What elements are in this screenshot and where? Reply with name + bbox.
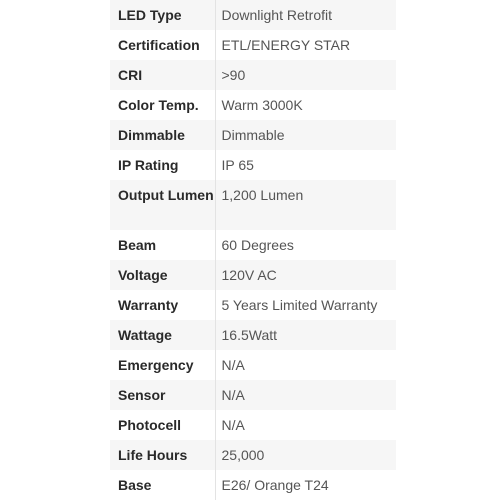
spec-label: Warranty (110, 290, 215, 320)
spec-value: 5 Years Limited Warranty (215, 290, 396, 320)
spec-value: Downlight Retrofit (215, 0, 396, 30)
spec-label: Certification (110, 30, 215, 60)
spec-label: Color Temp. (110, 90, 215, 120)
spec-label: IP Rating (110, 150, 215, 180)
table-row (110, 120, 396, 150)
table-row (110, 290, 396, 320)
spec-value: 25,000 (215, 440, 396, 470)
spec-value: N/A (215, 350, 396, 380)
table-row (110, 410, 396, 440)
spec-label: LED Type (110, 0, 215, 30)
spec-label: Dimmable (110, 120, 215, 150)
spec-label: Emergency (110, 350, 215, 380)
spec-label: Voltage (110, 260, 215, 290)
spec-value: Warm 3000K (215, 90, 396, 120)
table-row (110, 470, 396, 500)
spec-table (110, 0, 396, 500)
spec-value: >90 (215, 60, 396, 90)
spec-value: 16.5Watt (215, 320, 396, 350)
table-row (110, 440, 396, 470)
table-row (110, 150, 396, 180)
spec-value: 120V AC (215, 260, 396, 290)
spec-label: Beam (110, 230, 215, 260)
table-row (110, 30, 396, 60)
spec-value: E26/ Orange T24 (215, 470, 396, 500)
spec-label: Wattage (110, 320, 215, 350)
spec-value: ETL/ENERGY STAR (215, 30, 396, 60)
spec-value: IP 65 (215, 150, 396, 180)
spec-value: N/A (215, 410, 396, 440)
table-row (110, 0, 396, 30)
table-row (110, 260, 396, 290)
table-row (110, 320, 396, 350)
table-row (110, 60, 396, 90)
table-row (110, 230, 396, 260)
table-row (110, 180, 396, 230)
spec-label: Output Lumen (110, 180, 215, 230)
table-row (110, 350, 396, 380)
spec-value: 1,200 Lumen (215, 180, 396, 230)
spec-value: 60 Degrees (215, 230, 396, 260)
spec-label: Photocell (110, 410, 215, 440)
spec-label: Life Hours (110, 440, 215, 470)
spec-label: CRI (110, 60, 215, 90)
table-row (110, 380, 396, 410)
spec-value: N/A (215, 380, 396, 410)
table-row (110, 90, 396, 120)
spec-value: Dimmable (215, 120, 396, 150)
spec-label: Sensor (110, 380, 215, 410)
spec-label: Base (110, 470, 215, 500)
